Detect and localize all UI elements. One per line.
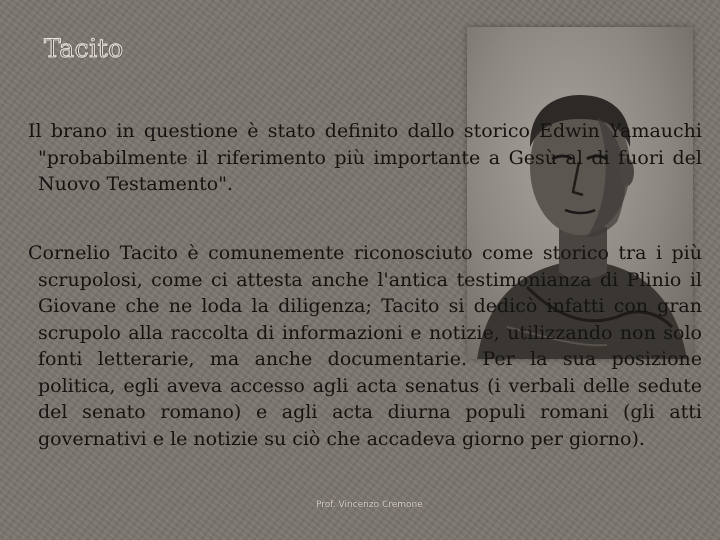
slide-title: Tacito (44, 34, 124, 63)
paragraph-tacito-description: Cornelio Tacito è comunemente riconosciuto come storico tra i più scrupolosi, come ci attesta anche l'antica testimonianza di Plinio il Giovane che ne loda la diligenza; Tacito si dedicò infatti con gran scrupolo alla raccolta di informazioni e notizie, utilizzando non solo fonti letterarie, ma anche documentarie. Per la sua posizione politica, egli aveva accesso agli acta senatus (i verbali delle sedute del senato romano) e agli acta diurna populi romani (gli atti governativi e le notizie su ciò che accadeva giorno per giorno). (28, 242, 702, 450)
footer-author: Prof. Vincenzo Cremone (316, 500, 423, 510)
paragraph-yamauchi-quote: Il brano in questione è stato definito dallo storico Edwin Yamauchi "probabilmente il riferimento più importante a Gesù al di fuori del Nuovo Testamento". (28, 120, 702, 195)
